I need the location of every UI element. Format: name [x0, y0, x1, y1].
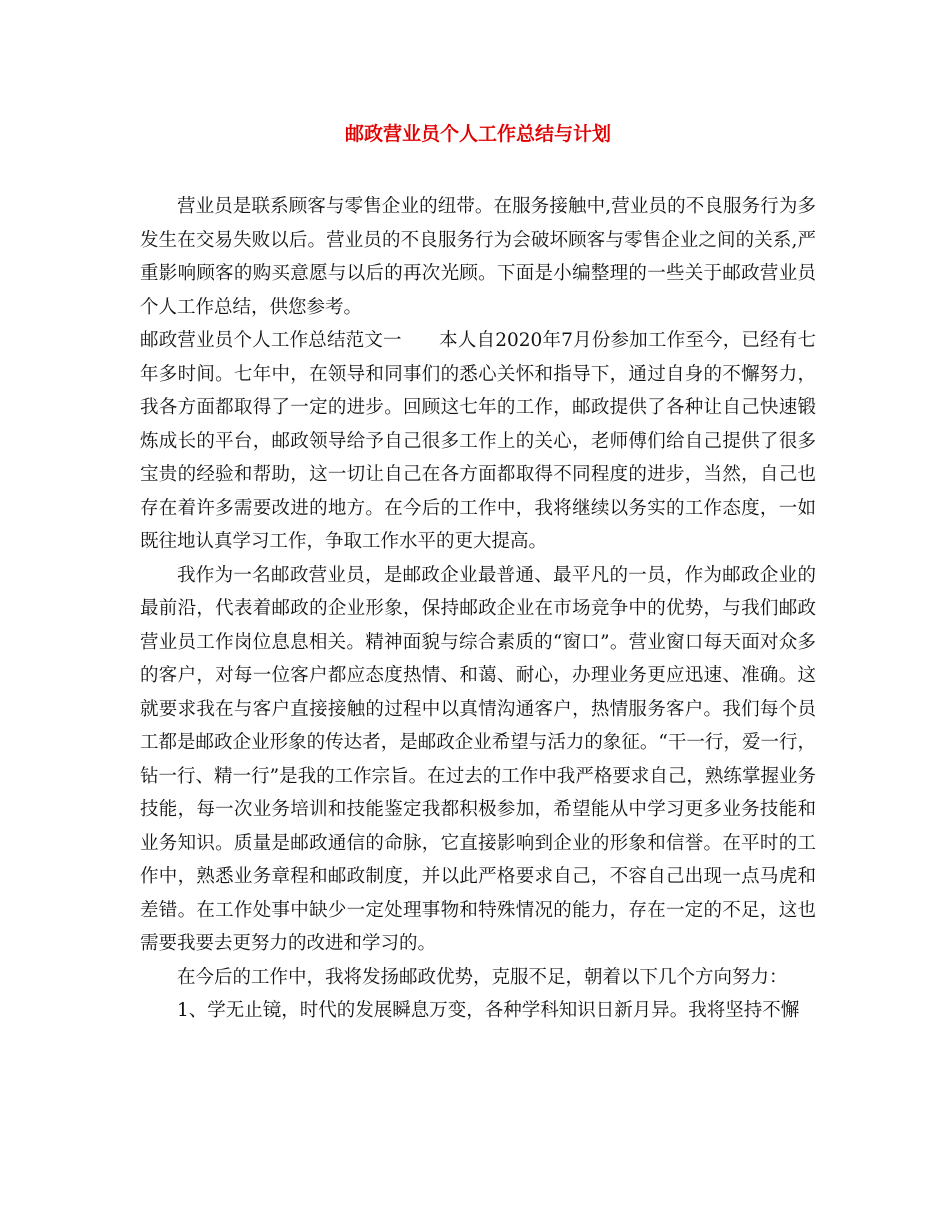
document-title: 邮政营业员个人工作总结与计划	[344, 123, 611, 145]
paragraph-sample-one: 邮政营业员个人工作总结范文一 本人自2020年7月份参加工作至今，已经有七年多时间。七年中，在领导和同事们的悉心关怀和指导下，通过自身的不懈努力，我各方面都取得了一定的进步。回顾这七年的工作，邮政提供了各种让自己快速锻炼成长的平台，邮政领导给予自己很多工作上的关心，老师傅们给自己提供了很多宝贵的经验和帮助，这一切让自己在各方面都取得不同程度的进步，当然，自己也存在着许多需要改进的地方。在今后的工作中，我将继续以务实的工作态度，一如既往地认真学习工作，争取工作水平的更大提高。	[140, 330, 816, 552]
paragraph-intro: 营业员是联系顾客与零售企业的纽带。在服务接触中,营业员的不良服务行为多发生在交易失败以后。营业员的不良服务行为会破坏顾客与零售企业之间的关系,严重影响顾客的购买意愿与以后的再次光顾。下面是小编整理的一些关于邮政营业员个人工作总结，供您参考。	[140, 196, 816, 318]
paragraph-item-1: 1、学无止镜，时代的发展瞬息万变，各种学科知识日新月异。我将坚持不懈	[177, 1000, 800, 1021]
paragraph-future: 在今后的工作中，我将发扬邮政优势，克服不足，朝着以下几个方向努力：	[177, 966, 788, 988]
paragraph-role: 我作为一名邮政营业员，是邮政企业最普通、最平凡的一员，作为邮政企业的最前沿，代表着邮政的企业形象，保持邮政企业在市场竞争中的优势，与我们邮政营业员工作岗位息息相关。精神面貌与综合素质的“窗口”。营业窗口每天面对众多的客户，对每一位客户都应态度热情、和蔼、耐心，办理业务更应迅速、准确。这就要求我在与客户直接接触的过程中以真情沟通客户，热情服务客户。我们每个员工都是邮政企业形象的传达者，是邮政企业希望与活力的象征。“干一行，爱一行，钻一行、精一行”是我的工作宗旨。在过去的工作中我严格要求自己，熟练掌握业务技能，每一次业务培训和技能鉴定我都积极参加，希望能从中学习更多业务技能和业务知识。质量是邮政通信的命脉，它直接影响到企业的形象和信誉。在平时的工作中，熟悉业务章程和邮政制度，并以此严格要求自己，不容自己出现一点马虎和差错。在工作处事中缺少一定处理事物和特殊情况的能力，存在一定的不足，这也需要我要去更努力的改进和学习的。	[140, 564, 816, 954]
document-page	[140, 118, 816, 1028]
